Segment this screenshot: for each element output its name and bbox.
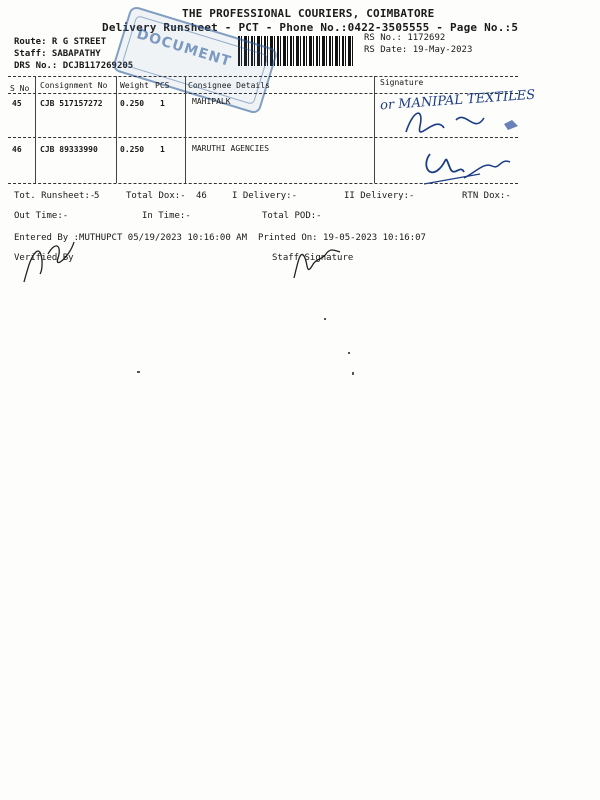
ii-delivery: II Delivery:- (344, 191, 415, 201)
total-dox-label: Total Dox:- (126, 191, 186, 201)
col-header-weight: Weight (120, 81, 149, 90)
row-46-consignee: MARUTHI AGENCIES (192, 144, 270, 153)
row-46-sno: 46 (12, 145, 22, 154)
i-delivery: I Delivery:- (232, 191, 298, 201)
row-45-signature-scribble (400, 104, 530, 138)
staff-label: Staff: SABAPATHY (14, 49, 101, 59)
rs-number: RS No.: 1172692 (364, 33, 446, 43)
rs-date: RS Date: 19-May-2023 (364, 45, 473, 55)
rtn-dox: RTN Dox:- (462, 191, 511, 201)
scan-speck (352, 372, 354, 375)
table-top-rule (8, 76, 518, 77)
row-46-consignment: CJB 89333990 (40, 145, 98, 154)
staff-signature (284, 242, 344, 282)
printed-on: Printed On: 19-05-2023 10:16:07 (258, 233, 426, 243)
entered-by: Entered By :MUTHUPCT 05/19/2023 10:16:00 AM (14, 233, 247, 243)
staff-signature-label: Staff Signature (272, 253, 354, 263)
col-header-consignee: Consignee Details (188, 81, 270, 90)
total-dox-value: 46 (196, 191, 207, 201)
row-45-consignee: MAHIPALK (192, 97, 231, 106)
total-pod: Total POD:- (262, 211, 322, 221)
col-header-sno: S No (10, 84, 30, 93)
col-divider (185, 76, 186, 183)
route-label: Route: R G STREET (14, 37, 107, 47)
total-runsheet-label: Tot. Runsheet:- (14, 191, 96, 201)
verifier-signature (18, 228, 78, 288)
col-header-consignment: Consignment No (40, 81, 108, 90)
row-46-pcs: 1 (160, 145, 165, 154)
row-45-signature: or MANIPAL TEXTILES (379, 87, 536, 114)
row-45-pcs: 1 (160, 99, 165, 108)
row-45-consignment: CJB 517157272 (40, 99, 103, 108)
total-runsheet-value: 5 (94, 191, 100, 201)
in-time: In Time:- (142, 211, 191, 221)
col-header-pcs: PCS (155, 81, 170, 90)
company-title: THE PROFESSIONAL COURIERS, COIMBATORE (182, 7, 435, 20)
row-46-signature (420, 144, 520, 188)
scan-speck (348, 352, 350, 354)
col-header-signature: Signature (380, 78, 424, 87)
out-time: Out Time:- (14, 211, 69, 221)
row-45-sno: 45 (12, 99, 22, 108)
drs-number: DRS No.: DCJB117269205 (14, 61, 134, 71)
col-divider (116, 76, 117, 183)
col-divider (374, 76, 375, 183)
scan-speck (137, 371, 140, 373)
scan-speck (324, 318, 326, 320)
row-45-weight: 0.250 (120, 99, 145, 108)
runsheet-title: Delivery Runsheet - PCT - Phone No.:0422-3505555 - Page No.:5 (102, 21, 519, 34)
col-divider (35, 76, 36, 183)
row-46-weight: 0.250 (120, 145, 145, 154)
verified-by: Verified By (14, 253, 74, 263)
document-stamp: DOCUMENT (111, 5, 278, 115)
